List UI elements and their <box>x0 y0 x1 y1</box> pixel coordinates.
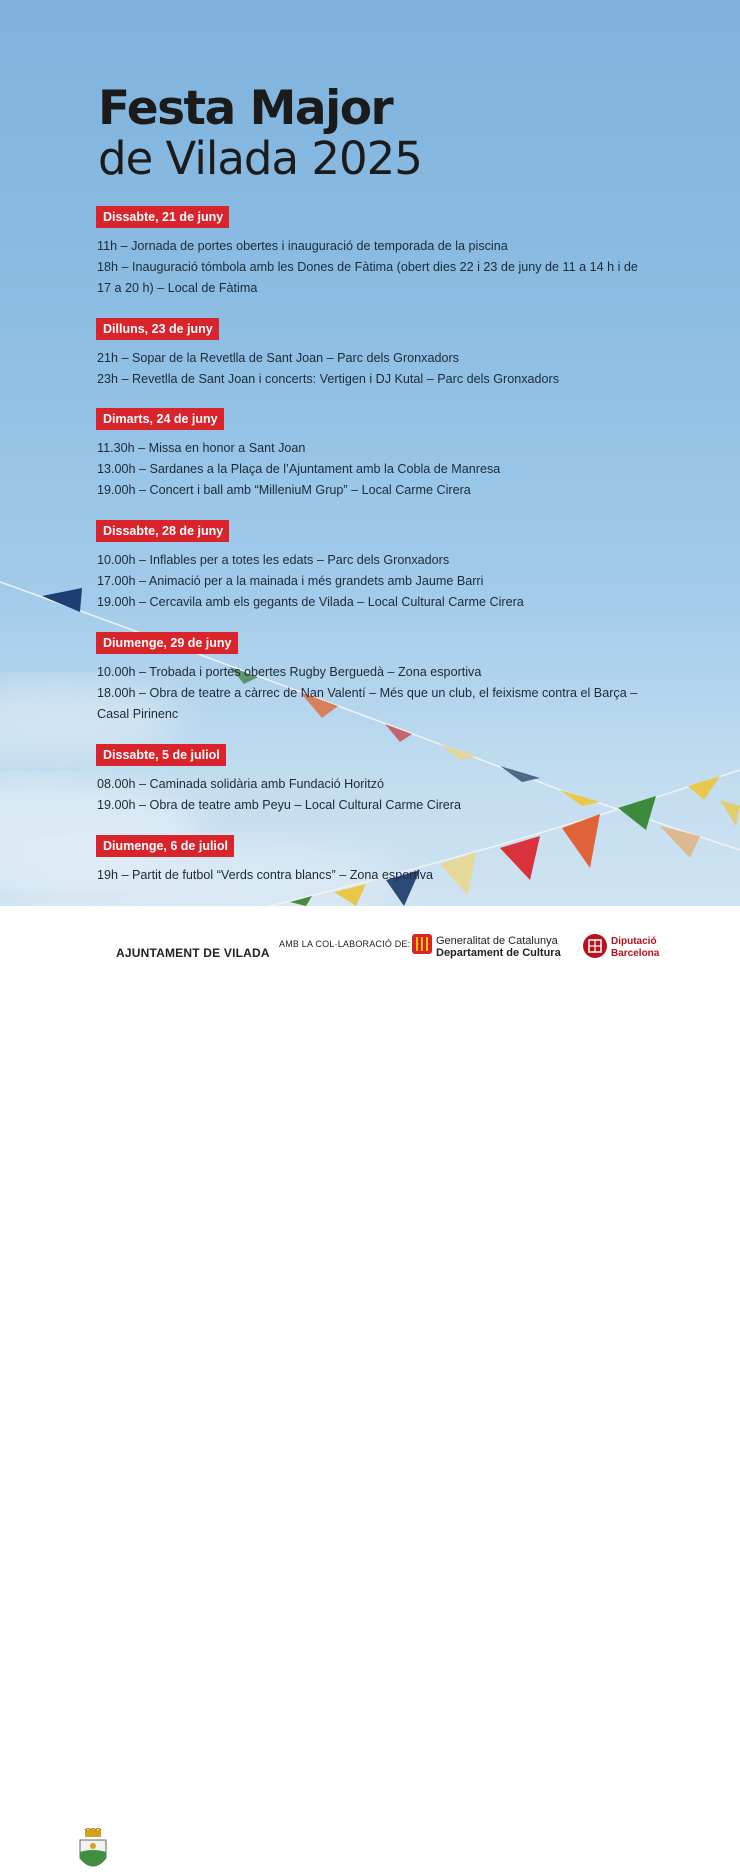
event-line: Casal Pirinenc <box>97 707 179 721</box>
vilada-coat-of-arms-icon <box>76 1828 110 1874</box>
footer-sponsors <box>0 906 740 1024</box>
event-line: 13.00h – Sardanes a la Plaça de l’Ajuntament amb la Cobla de Manresa <box>97 462 501 476</box>
title-line-2: de Vilada 2025 <box>98 132 422 185</box>
day-badge: Dissabte, 5 de juliol <box>96 744 226 766</box>
poster-title <box>98 81 422 185</box>
event-line: 18.00h – Obra de teatre a càrrec de Nan Valentí – Més que un club, el feixisme contra el Barça – <box>97 686 638 700</box>
event-line: 17.00h – Animació per a la mainada i més grandets amb Jaume Barri <box>97 574 484 588</box>
day-section <box>96 318 656 390</box>
generalitat-line-2: Departament de Cultura <box>436 947 561 959</box>
generalitat-line-1: Generalitat de Catalunya <box>436 935 558 947</box>
event-line: 19.00h – Cercavila amb els gegants de Vilada – Local Cultural Carme Cirera <box>97 595 524 609</box>
poster-background <box>0 0 740 906</box>
diputacio-line-2: Barcelona <box>611 948 660 959</box>
day-badge: Dissabte, 21 de juny <box>96 206 229 228</box>
event-line: 08.00h – Caminada solidària amb Fundació Horitzó <box>97 777 385 791</box>
day-section <box>96 520 656 613</box>
day-badge: Dissabte, 28 de juny <box>96 520 229 542</box>
day-section <box>96 206 656 299</box>
day-badge: Dimarts, 24 de juny <box>96 408 224 430</box>
collaboration-label: AMB LA COL·LABORACIÓ DE: <box>279 939 411 949</box>
day-section <box>96 835 656 886</box>
event-line: 21h – Sopar de la Revetlla de Sant Joan – Parc dels Gronxadors <box>97 351 459 365</box>
day-badge: Diumenge, 29 de juny <box>96 632 238 654</box>
event-line: 17 a 20 h) – Local de Fàtima <box>97 281 258 295</box>
event-line: 23h – Revetlla de Sant Joan i concerts: Vertigen i DJ Kutal – Parc dels Gronxadors <box>97 372 560 386</box>
event-line: 19.00h – Concert i ball amb “MilleniuM Grup” – Local Carme Cirera <box>97 483 471 497</box>
event-line: 11h – Jornada de portes obertes i inauguració de temporada de la piscina <box>97 239 508 253</box>
diputacio-line-1: Diputació <box>611 936 657 947</box>
event-line: 10.00h – Inflables per a totes les edats – Parc dels Gronxadors <box>97 553 450 567</box>
event-line: 11.30h – Missa en honor a Sant Joan <box>97 441 306 455</box>
event-line: 19.00h – Obra de teatre amb Peyu – Local Cultural Carme Cirera <box>97 798 462 812</box>
event-line: 19h – Partit de futbol “Verds contra blancs” – Zona esportiva <box>97 868 434 882</box>
day-section <box>96 408 656 501</box>
day-badge: Diumenge, 6 de juliol <box>96 835 234 857</box>
title-line-1: Festa Major <box>98 81 393 136</box>
event-line: 18h – Inauguració tómbola amb les Dones de Fàtima (obert dies 22 i 23 de juny de 11 a 14 h i de <box>97 260 638 274</box>
day-section <box>96 744 656 816</box>
generalitat-logo-icon <box>412 934 432 954</box>
day-badge: Dilluns, 23 de juny <box>96 318 219 340</box>
event-line: 10.00h – Trobada i portes obertes Rugby Berguedà – Zona esportiva <box>97 665 482 679</box>
day-section <box>96 632 656 725</box>
ajuntament-name: AJUNTAMENT DE VILADA <box>116 946 270 960</box>
diputacio-logo-icon <box>583 934 607 958</box>
